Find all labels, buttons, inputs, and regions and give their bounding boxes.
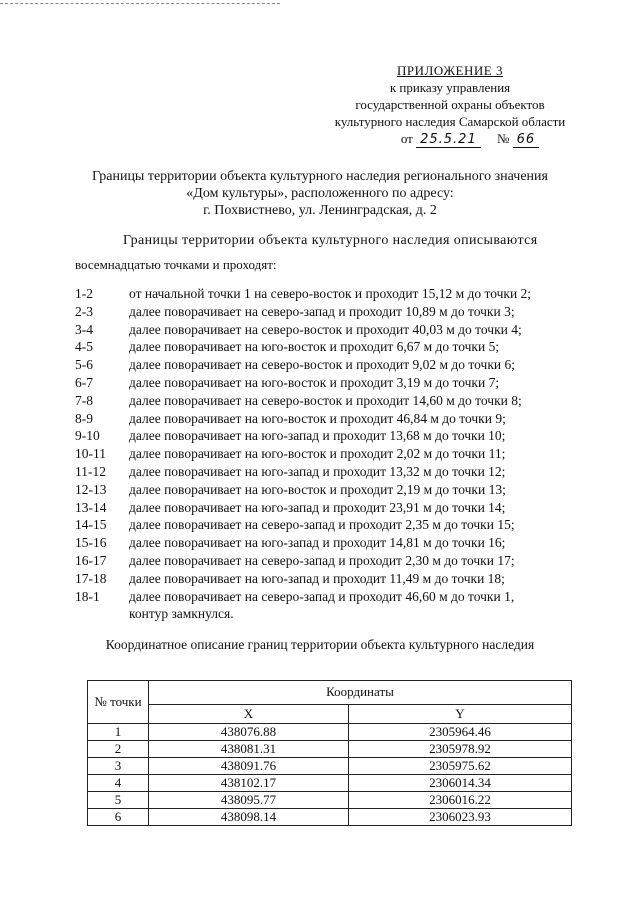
route-description: далее поворачивает на юго-восток и проходит 3,19 м до точки 7; [129,374,500,390]
appendix-header [300,62,600,148]
appendix-title: ПРИЛОЖЕНИЕ 3 [397,63,503,78]
number-value: 66 [513,132,540,148]
route-item [75,534,595,552]
route-item [75,338,595,356]
route-segment: 16-17 [75,552,107,568]
route-description: далее поворачивает на юго-восток и проходит 2,19 м до точки 13; [129,481,506,497]
heading-line-2: «Дом культуры», расположенного по адресу: [186,186,454,201]
route-segment: 1-2 [75,286,93,301]
appendix-line-3: культурного наследия Самарской области [334,114,566,129]
appendix-line-1: к приказу управления [389,80,511,95]
cell-x: 438098.14 [149,809,349,826]
cell-point-number: 4 [88,775,149,792]
route-item [75,427,595,445]
route-description: далее поворачивает на юго-восток и проходит 46,84 м до точки 9; [129,410,506,426]
route-item [75,516,595,534]
cell-y: 2305964.46 [348,724,571,741]
route-item [75,410,595,428]
route-item [75,303,595,321]
cell-point-number: 6 [88,809,149,826]
route-segment: 7-8 [75,392,93,408]
heading-line-3: г. Похвистнево, ул. Ленинградская, д. 2 [203,203,437,218]
route-item [75,499,595,517]
header-coordinates: Координаты [149,681,572,705]
table-row [88,809,572,826]
table-row [88,741,572,758]
header-y: Y [348,704,571,723]
route-description: далее поворачивает на северо-запад и проходит 2,30 м до точки 17; [129,552,515,568]
header-x: X [149,704,349,723]
route-description: от начальной точки 1 на северо-восток и проходит 15,12 м до точки 2; [129,286,532,301]
route-segment: 5-6 [75,357,93,373]
route-segment: 11-12 [75,463,106,479]
appendix-date-line [300,130,600,148]
cell-y: 2306014.34 [348,775,571,792]
route-segment: 8-9 [75,410,93,426]
route-description: далее поворачивает на юго-запад и проходит 23,91 м до точки 14; [129,499,506,515]
route-item [75,463,595,481]
date-value: 25.5.21 [416,132,481,148]
cell-point-number: 3 [88,758,149,775]
cell-x: 438091.76 [149,758,349,775]
intro-line-2: восемнадцатью точками и проходят: [75,257,277,272]
route-description: далее поворачивает на северо-запад и проходит 46,60 м до точки 1, [129,588,515,604]
route-segment: 18-1 [75,588,100,604]
route-item [75,481,595,499]
cell-point-number: 5 [88,792,149,809]
cell-y: 2306016.22 [348,792,571,809]
coord-section-title: Координатное описание границ территории объекта культурного наследия [105,637,535,652]
route-segment: 3-4 [75,321,93,337]
route-description: далее поворачивает на юго-запад и проходит 11,49 м до точки 18; [129,570,505,586]
route-segment: 17-18 [75,570,107,586]
heading-line-1: Границы территории объекта культурного наследия регионального значения [92,169,548,184]
cell-x: 438102.17 [149,775,349,792]
table-row [88,758,572,775]
route-list [75,285,595,623]
route-segment: 13-14 [75,499,107,515]
cell-x: 438081.31 [149,741,349,758]
route-description: далее поворачивает на северо-восток и проходит 40,03 м до точки 4; [129,321,522,337]
top-dashed-line [0,3,280,4]
route-description: далее поворачивает на северо-запад и проходит 2,35 м до точки 15; [129,517,515,533]
header-point-number: № точки [88,681,149,724]
route-description: далее поворачивает на юго-запад и проходит 14,81 м до точки 16; [129,535,506,551]
route-item [75,552,595,570]
route-description: далее поворачивает на юго-восток и проходит 2,02 м до точки 11; [129,446,506,462]
route-item [75,588,595,606]
intro-paragraph [75,233,575,273]
route-description: далее поворачивает на юго-запад и проходит 13,68 м до точки 10; [129,428,506,444]
appendix-line-2: государственной охраны объектов [355,97,545,112]
document-heading [40,168,600,219]
route-item [75,321,595,339]
date-prefix: от [400,131,413,146]
route-segment: 4-5 [75,339,93,355]
number-prefix: № [496,131,510,146]
route-item [75,285,595,303]
cell-point-number: 2 [88,741,149,758]
route-segment: 6-7 [75,374,93,390]
route-segment: 14-15 [75,517,107,533]
table-row [88,775,572,792]
route-description: далее поворачивает на северо-восток и проходит 14,60 м до точки 8; [129,392,522,408]
route-item [75,392,595,410]
route-segment: 12-13 [75,481,107,497]
route-closing: контур замкнулся. [129,606,234,622]
route-description: далее поворачивает на северо-восток и проходит 9,02 м до точки 6; [129,357,515,373]
route-segment: 2-3 [75,303,93,319]
route-segment: 9-10 [75,428,100,444]
route-item [75,570,595,588]
cell-x: 438076.88 [149,724,349,741]
route-item [75,356,595,374]
route-segment: 10-11 [75,446,106,462]
cell-point-number: 1 [88,724,149,741]
cell-y: 2305975.62 [348,758,571,775]
intro-line-1: Границы территории объекта культурного наследия описываются [123,233,538,248]
cell-y: 2305978.92 [348,741,571,758]
table-row [88,792,572,809]
route-description: далее поворачивает на юго-восток и проходит 6,67 м до точки 5; [129,339,500,355]
route-segment: 15-16 [75,535,107,551]
table-row [88,724,572,741]
route-item [75,374,595,392]
route-description: далее поворачивает на северо-запад и проходит 10,89 м до точки 3; [129,303,515,319]
cell-y: 2306023.93 [348,809,571,826]
coordinates-table [87,680,572,826]
route-description: далее поворачивает на юго-запад и проходит 13,32 м до точки 12; [129,463,506,479]
cell-x: 438095.77 [149,792,349,809]
route-item [75,445,595,463]
